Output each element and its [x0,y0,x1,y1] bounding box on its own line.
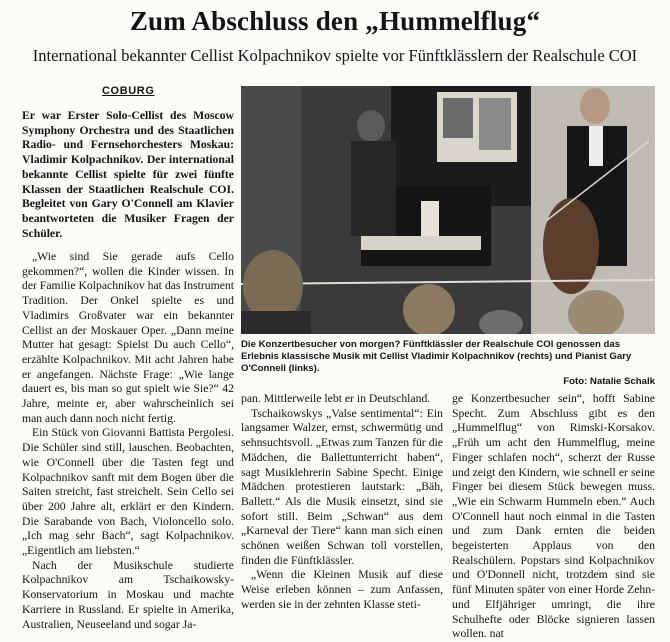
concert-photo [241,86,655,334]
lead-paragraph: Er war Erster Solo-Cellist des Moscow Symphony Orchestra und des Staatlichen Radio- und Fernsehorchesters Moskau: Vladimir Kolpachnikov. Der international bekannte Cellist spielte für zwei fünfte Klassen der Staatlichen Realschule COI. Begleitet von Gary O'Connell am Klavier beantworteten die Musiker Fragen der Schüler. [22,109,234,240]
dateline: COBURG [102,85,155,97]
photo-credit: Foto: Natalie Schalk [563,375,655,387]
col1-paragraph: „Wie sind Sie gerade aufs Cello gekommen?“, wollen die Kinder wissen. In der Familie Kolpachnikov hat das Instrument Tradition. Der Onkel spielte es und Vladimirs Großvater war ein bekannter Cellist an der Moskauer Oper. „Dann meine Mutter hat gesagt: Spielst Du auch Cello“, erzählte Kolpachnikov. Mit acht Jahren habe er angefangen. Nächste Frage: „Wie lange dauert es, bis man so gut spielt wie Sie?“ 42 Jahre, meinte er, aber wahrscheinlich sei man auch dann noch nicht fertig. [22,250,234,425]
photo-caption [241,339,655,388]
column-3 [452,392,655,642]
headline: Zum Abschluss den „Hummelflug“ [129,6,541,36]
column-1 [22,250,234,632]
caption-text: Die Konzertbesucher von morgen? Fünftklässler der Realschule COI genossen das Erlebnis klassische Musik mit Cellist Vladimir Kolpachnikov (rechts) und Pianist Gary O'Connell (links). [241,339,632,375]
col1-paragraph: Ein Stück von Giovanni Battista Pergolesi. Die Schüler sind still, lauschen. Beobachten, wie O'Connell über die Tasten fegt und Kolpachnikov sanft mit dem Bogen über die Saiten streicht, fast streichelt. Sein Cello sei über 200 Jahre alt, erklärt er den Kindern. Die Sarabande von Bach, Violoncello solo. „Ich mag sehr Bach“, sagt Kolpachnikov. „Eigentlich am liebsten.“ [22,426,234,558]
col2-paragraph: pan. Mittlerweile lebt er in Deutschland. [241,392,431,405]
subheadline: International bekannter Cellist Kolpachnikov spielte vor Fünftklässlern der Realschule COI [32,46,638,65]
col2-paragraph: „Wenn die Kleinen Musik auf diese Weise erleben können – zum Anfassen, werden sie in der zehnten Klasse steti- [241,568,443,611]
col3-paragraph: ge Konzertbesucher sein“, hofft Sabine Specht. Zum Abschluss gibt es den „Hummelflug“ von Rimski-Korsakov. „Früh um acht den Hummelflug, meine Finger schlafen noch“, scherzt der Russe und zeigt den Kindern, wie schnell er seine Finger bei diesem Stück bewegen muss. „Wie ein Schwarm Hummeln eben.“ Auch O'Connell haut noch einmal in die Tasten und zum Dank ernten die beiden begeisterten Applaus von den Realschülern. Popstars sind Kolpachnikov und O'Donnell nicht, trotzdem sind sie fünf Minuten später von einer Horde Zehn- und Elfjähriger umringt, die ihre Schulhefte oder Blöcke signieren lassen wollen. nat [452,392,655,641]
col1-paragraph: Nach der Musikschule studierte Kolpachnikov am Tschaikowsky-Konservatorium in Moskau und machte Karriere in Russland. Er spielte in Amerika, Australien, Neuseeland und sogar Ja- [22,558,234,631]
column-2 [241,392,443,613]
col2-paragraph: Tschaikowskys „Valse sentimental“: Ein langsamer Walzer, ernst, schwermütig und sehnsuchtsvoll. „Etwas zum Tanzen für die Mädchen, die Ballettunterricht haben“, sagt Musiklehrerin Sabine Specht. Einige Mädchen protestieren lautstark: „Bäh, Ballett.“ Als die Musik einsetzt, sind sie sofort still. Beim „Schwan“ aus dem „Karneval der Tiere“ kann man sich einen schönen weißen Schwan toll vorstellen, finden die Fünftklässler. [241,406,443,567]
